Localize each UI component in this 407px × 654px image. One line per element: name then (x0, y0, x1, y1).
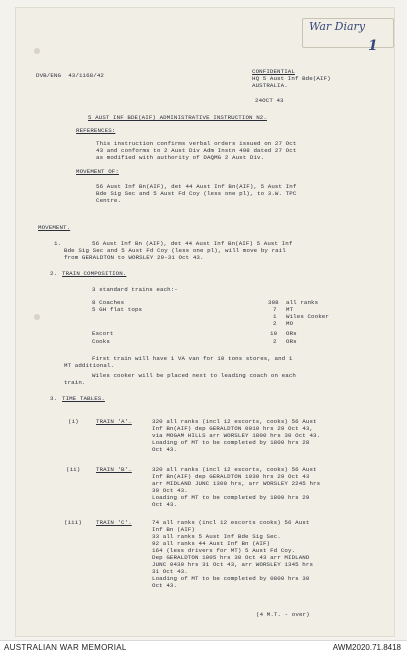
composition-desc: MO (286, 320, 294, 327)
continuation-note: (4 M.T. - over) (256, 611, 310, 618)
references-heading: REFERENCES: (76, 127, 116, 134)
train-line: Dep GERALDTON 1005 hrs 30 Oct 43 arr MIDLAND (152, 554, 310, 561)
composition-item: 5 GH flat tops (92, 306, 143, 313)
composition-desc: ORs (286, 338, 297, 345)
references-line: 43 and conforms to 2 Aust Div Adm Instn 498 dated 27 Oct (96, 147, 297, 154)
references-line: as modified with authority of DAQMG 2 Aust Div. (96, 154, 265, 161)
train-line: 164 (less drivers for MT) 5 Aust Fd Coy. (152, 547, 296, 554)
punch-holes (34, 48, 40, 580)
train-line: 320 all ranks (incl 12 escorts, cooks) 56 Aust (152, 418, 317, 425)
composition-item: 8 Coaches (92, 299, 125, 306)
train-number: (iii) (64, 519, 82, 526)
composition-qty: 7 (273, 306, 277, 313)
composition-qty: 10 (270, 330, 278, 337)
composition-qty: 2 (273, 320, 277, 327)
train-label: TRAIN 'B'. (96, 466, 132, 473)
train-composition-heading: TRAIN COMPOSITION. (62, 270, 127, 277)
train-line: Loading of MT to be completed by 1800 hrs 29 (152, 494, 310, 501)
section-number: 3. (50, 395, 58, 402)
composition-desc: Wiles Cooker (286, 313, 329, 320)
composition-note: First train will have 1 VA van for 10 tons stores, and 1 (92, 355, 293, 362)
page-mark-handwriting: 1 (368, 38, 378, 54)
document-title: 5 AUST INF BDE(AIF) ADMINISTRATIVE INSTRUCTION N2. (88, 114, 267, 121)
train-line: 33 all ranks 5 Aust Inf Bde Sig Sec. (152, 533, 281, 540)
movement-item-number: 1. (54, 240, 62, 247)
train-line: 30 Oct 43. (152, 487, 188, 494)
train-line: Oct 43. (152, 582, 178, 589)
train-line: Loading of MT to be completed by 1800 hrs 28 (152, 439, 310, 446)
hq-name: HQ 5 Aust Inf Bde(AIF) (252, 75, 331, 82)
time-tables-heading: TIME TABLES. (62, 395, 105, 402)
movement-line: Bde Sig Sec and 5 Aust Fd Coy (less one pl), will move by rail (64, 247, 286, 254)
composition-note: Wiles cooker will be placed next to leading coach on each (92, 372, 296, 379)
movement-of-heading: MOVEMENT OF: (76, 168, 119, 175)
composition-item: Cooks (92, 338, 110, 345)
train-line: Inf Bn (AIF) (152, 526, 195, 533)
punch-hole (34, 48, 40, 54)
composition-desc: ORs (286, 330, 297, 337)
composition-note: train. (64, 379, 86, 386)
train-line: 320 all ranks (incl 12 escorts, cooks) 56 Aust (152, 466, 317, 473)
train-line: JUNC 0430 hrs 31 Oct 43, arr WORSLEY 1345 hrs (152, 561, 314, 568)
train-line: via MOGAM HILLS arr WORSLEY 1800 hrs 30 Oct 43. (152, 432, 321, 439)
footer-bar (0, 640, 407, 654)
movement-line: from GERALDTON to WORSLEY 29-31 Oct 43. (64, 254, 204, 261)
references-line: This instruction confirms verbal orders issued on 27 Oct (96, 140, 297, 147)
composition-desc: all ranks (286, 299, 319, 306)
train-line: 31 Oct 43. (152, 568, 188, 575)
train-line: Inf Bn(AIF) dep GERALDTON 1930 hrs 29 Oct 43 (152, 473, 310, 480)
classification: CONFIDENTIAL (252, 68, 295, 75)
section-number: 2. (50, 270, 58, 277)
train-line: 74 all ranks (incl 12 escorts cooks) 56 Aust (152, 519, 310, 526)
train-line: Oct 43. (152, 501, 178, 508)
composition-item: Escort (92, 330, 114, 337)
movement-heading: MOVEMENT. (38, 224, 71, 231)
movement-of-line: Bde Sig Sec and 5 Aust Fd Coy (less one pl), to 3.W. TPC (96, 190, 297, 197)
document-date: 24OCT 43 (255, 97, 284, 104)
train-number: (ii) (66, 466, 81, 473)
train-line: Oct 43. (152, 446, 178, 453)
train-line: Loading of MT to be completed by 0800 hrs 30 (152, 575, 310, 582)
composition-qty: 2 (273, 338, 277, 345)
hq-location: AUSTRALIA. (252, 82, 288, 89)
file-reference: DVB/ENG 43/1168/42 (36, 72, 104, 79)
movement-of-line: 56 Aust Inf Bn(AIF), det 44 Aust Inf Bn(AIF), 5 Aust Inf (96, 183, 297, 190)
train-line: Inf Bn(AIF) dep GERALDTON 0010 hrs 29 Oct 43, (152, 425, 314, 432)
punch-hole (34, 314, 40, 320)
footer-accession-number: AWM2020.71.8418 (332, 643, 401, 652)
footer-institution: AUSTRALIAN WAR MEMORIAL (4, 643, 127, 652)
movement-of-line: Centre. (96, 197, 122, 204)
train-label: TRAIN 'C'. (96, 519, 132, 526)
composition-qty: 1 (273, 313, 277, 320)
movement-line: 56 Aust Inf Bn (AIF), det 44 Aust Inf Bn(AIF) 5 Aust Inf (92, 240, 293, 247)
train-line: arr MIDLAND JUNC 1300 hrs, arr WORSLEY 2245 hrs (152, 480, 321, 487)
composition-qty: 308 (268, 299, 279, 306)
train-composition-intro: 3 standard trains each:- (92, 286, 178, 293)
composition-note: MT additional. (64, 362, 115, 369)
train-line: 92 all ranks 44 Aust Inf Bn (AIF) (152, 540, 271, 547)
train-label: TRAIN 'A'. (96, 418, 132, 425)
composition-desc: MT (286, 306, 294, 313)
train-number: (i) (68, 418, 79, 425)
war-diary-handwriting: War Diary (309, 20, 366, 33)
